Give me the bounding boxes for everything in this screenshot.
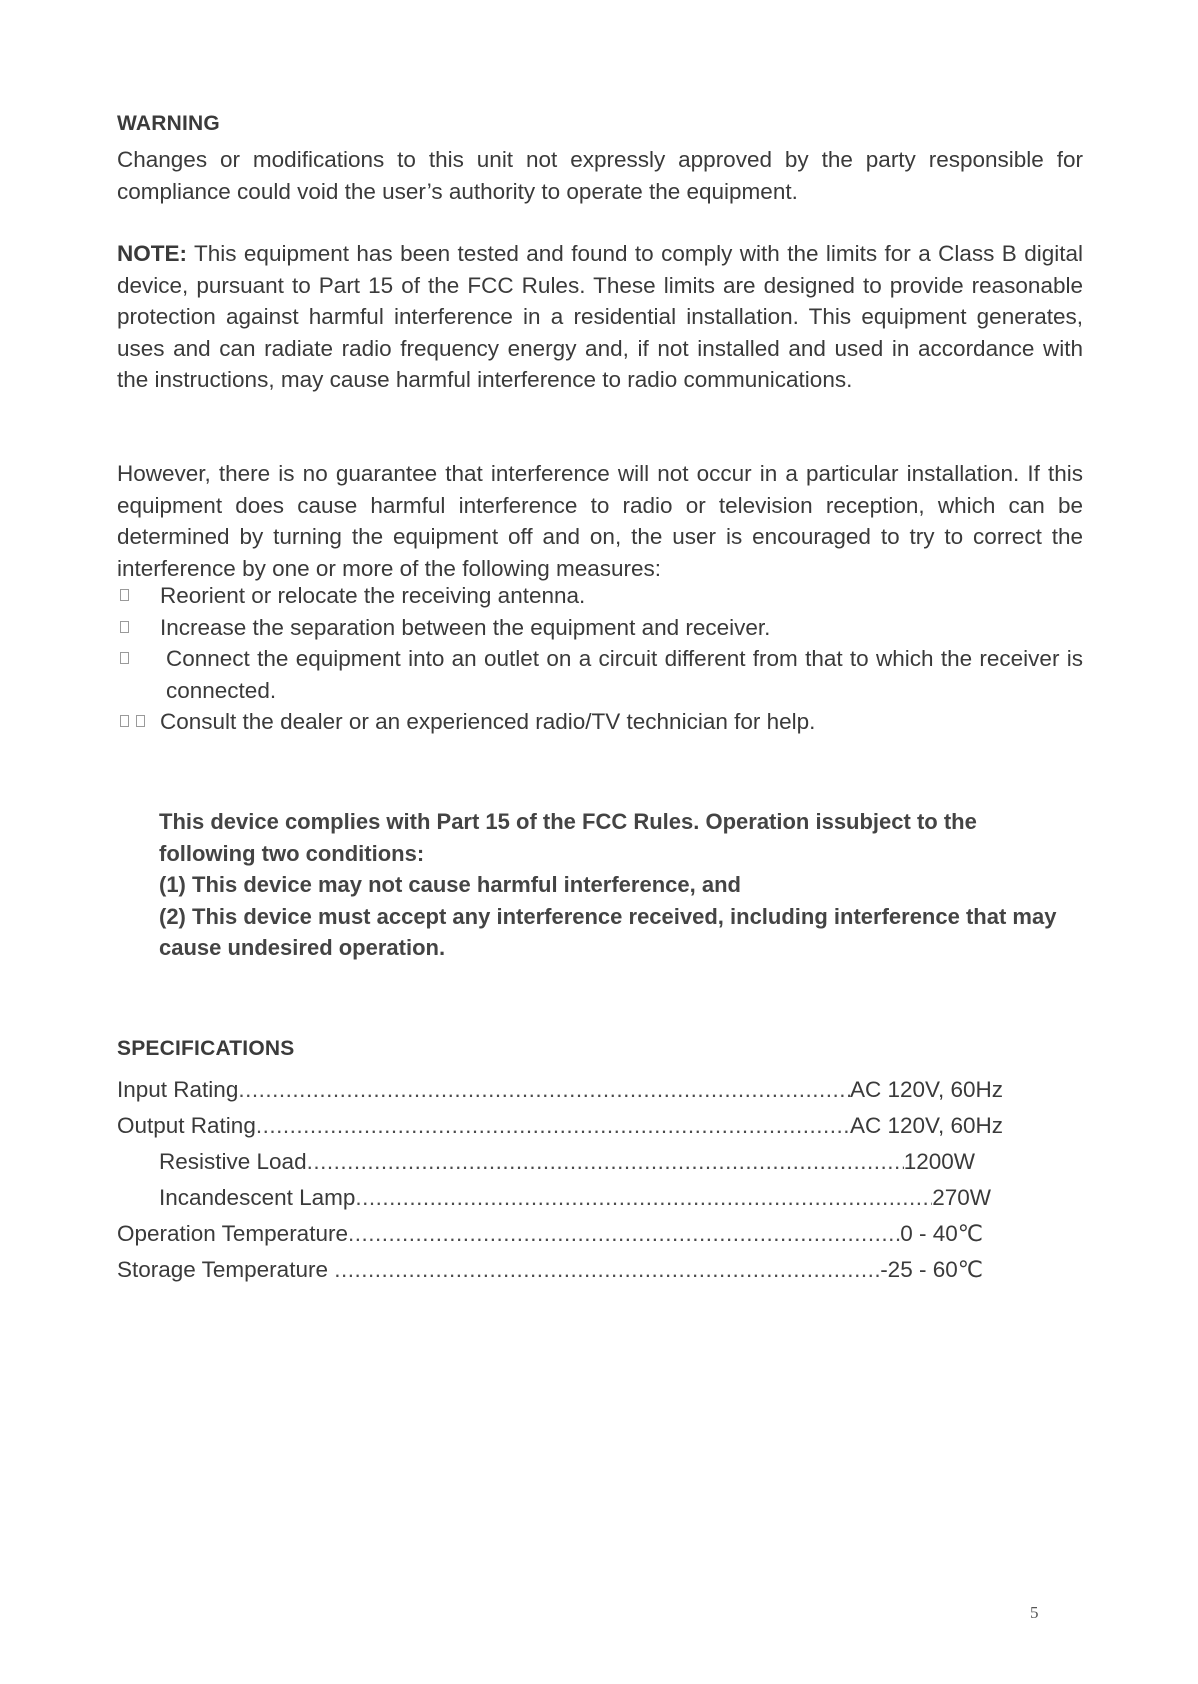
leader-dots [334, 1252, 880, 1288]
spec-row-incandescent-lamp [117, 1180, 1083, 1216]
fcc-condition-2: (2) This device must accept any interference received, including interference that may cause undesired operation. [159, 903, 1057, 960]
spec-value: 270W [932, 1185, 991, 1210]
warning-text: Changes or modifications to this unit not expressly approved by the party responsible for compliance could void the user’s authority to operate the equipment. [117, 147, 1083, 204]
however-paragraph: However, there is no guarantee that interference will not occur in a particular installation. If this equipment does cause harmful interference to radio or television reception, which can be determined by turning the equipment off and on, the user is encouraged to try to correct the interference by one or more of the following measures: [117, 461, 1083, 581]
fcc-intro: This device complies with Part 15 of the FCC Rules. Operation issubject to the following two conditions: [159, 809, 977, 866]
page-number: 5 [1030, 1603, 1039, 1622]
bullet-box-icon [120, 652, 129, 664]
bullet-box-icon [120, 621, 129, 633]
list-item [117, 643, 1083, 706]
bullet-box-icon [136, 715, 145, 727]
spec-value: 0 - 40℃ [900, 1221, 983, 1246]
leader-dots [307, 1144, 904, 1180]
warning-heading: WARNING [117, 112, 220, 135]
spec-row-output-rating [117, 1108, 1083, 1144]
measure-text: Consult the dealer or an experienced radio/TV technician for help. [160, 709, 816, 734]
fcc-condition-1: (1) This device may not cause harmful interference, and [159, 872, 741, 897]
spec-label: Output Rating [117, 1113, 256, 1138]
spec-row-resistive-load [117, 1144, 1083, 1180]
note-label: NOTE: [117, 241, 187, 266]
list-item [117, 580, 1083, 612]
spec-row-input-rating [117, 1072, 1083, 1108]
spec-label: Input Rating [117, 1077, 239, 1102]
leader-dots [238, 1072, 850, 1108]
measures-list [117, 580, 1083, 738]
measure-text: Increase the separation between the equipment and receiver. [160, 614, 771, 640]
leader-dots [355, 1180, 932, 1216]
spec-label: Operation Temperature [117, 1221, 348, 1246]
specifications-list [117, 1072, 1083, 1288]
spec-row-storage-temperature [117, 1252, 1083, 1288]
fcc-statement [159, 806, 1059, 964]
measure-text: Reorient or relocate the receiving antenna. [160, 583, 586, 608]
spec-value: -25 - 60℃ [880, 1257, 983, 1282]
leader-dots [348, 1216, 900, 1252]
specifications-heading: SPECIFICATIONS [117, 1037, 295, 1060]
spec-value: AC 120V, 60Hz [849, 1077, 1003, 1102]
measure-text: Connect the equipment into an outlet on a circuit different from that to which the receiver is connected. [166, 646, 1083, 703]
bullet-box-icon [120, 715, 129, 727]
spec-value: AC 120V, 60Hz [849, 1113, 1003, 1138]
bullet-box-icon [120, 589, 129, 601]
list-item [117, 706, 1083, 738]
spec-label: Resistive Load [159, 1149, 307, 1174]
list-item [117, 612, 1083, 644]
spec-row-operation-temperature [117, 1216, 1083, 1252]
note-paragraph [117, 238, 1083, 396]
spec-label: Incandescent Lamp [159, 1185, 356, 1210]
note-text: This equipment has been tested and found to comply with the limits for a Class B digital device, pursuant to Part 15 of the FCC Rules. These limits are designed to provide reasonable protection against harmful interference in a residential installation. This equipment generates, uses and can radiate radio frequency energy and, if not installed and used in accordance with the instructions, may cause harmful interference to radio communications. [117, 241, 1083, 392]
leader-dots [256, 1108, 850, 1144]
spec-value: 1200W [903, 1149, 975, 1174]
spec-label: Storage Temperature [117, 1257, 335, 1282]
